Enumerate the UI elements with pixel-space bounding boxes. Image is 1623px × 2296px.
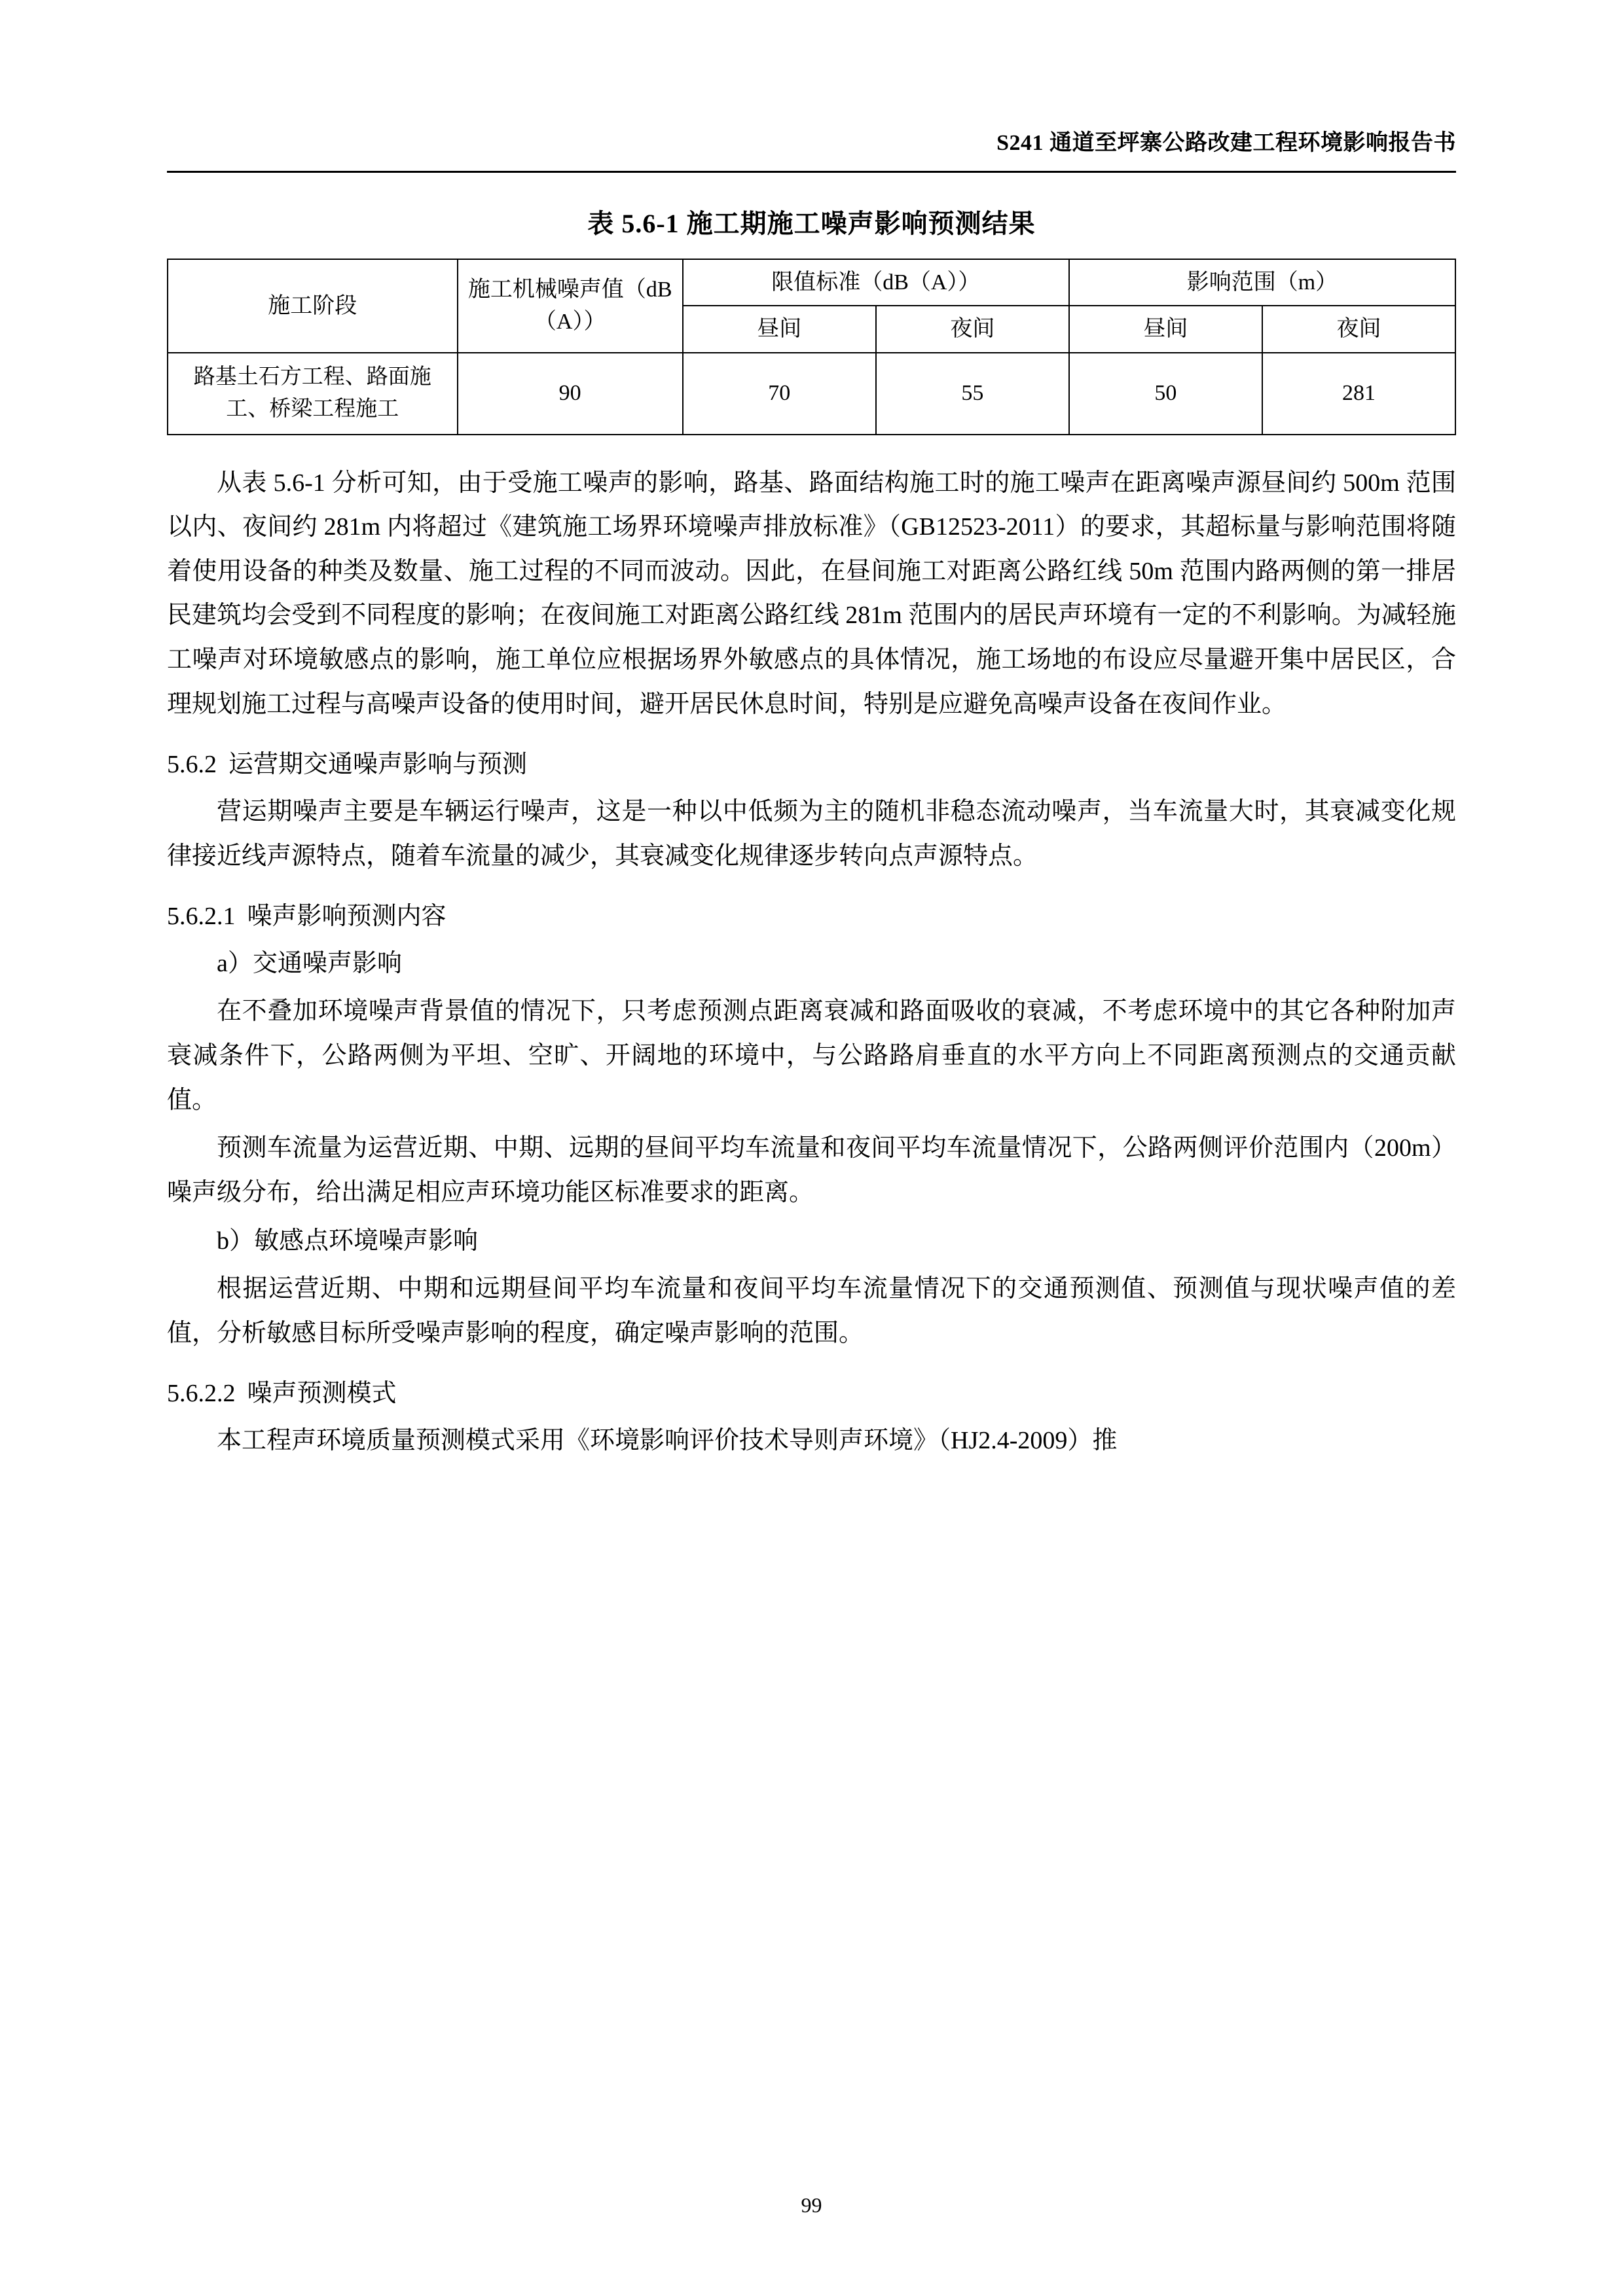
running-title: S241 通道至坪寨公路改建工程环境影响报告书 xyxy=(996,131,1456,155)
paragraph-sensitive-target-analysis: 根据运营近期、中期和远期昼间平均车流量和夜间平均车流量情况下的交通预测值、预测值与现状噪声值的差值，分析敏感目标所受噪声影响的程度，确定噪声影响的范围。 xyxy=(167,1275,1456,1347)
heading-text-5-6-2-1: 噪声影响预测内容 xyxy=(247,903,447,931)
th-limit-standard: 限值标准（dB（A）） xyxy=(683,259,1069,306)
cell-range-day: 50 xyxy=(1069,353,1262,435)
th-range-day: 昼间 xyxy=(1069,306,1262,352)
paragraph-attenuation: 在不叠加环境噪声背景值的情况下，只考虑预测点距离衰减和路面吸收的衰减，不考虑环境中的其它各种附加声衰减条件下，公路两侧为平坦、空旷、开阔地的环境中，与公路路肩垂直的水平方向上不同距离预测点的交通贡献值。 xyxy=(167,997,1456,1114)
th-impact-range: 影响范围（m） xyxy=(1069,259,1455,306)
th-limit-day: 昼间 xyxy=(683,306,876,352)
page-number: 99 xyxy=(801,2193,822,2217)
header-divider xyxy=(167,171,1456,173)
th-range-night: 夜间 xyxy=(1262,306,1455,352)
th-stage: 施工阶段 xyxy=(168,259,458,353)
table-caption: 表 5.6-1 施工期施工噪声影响预测结果 xyxy=(587,209,1036,238)
heading-number-5-6-2-1: 5.6.2.1 xyxy=(167,903,236,931)
heading-text-5-6-2: 运营期交通噪声影响与预测 xyxy=(228,751,528,779)
paragraph-operation-noise: 营运期噪声主要是车辆运行噪声，这是一种以中低频为主的随机非稳态流动噪声，当车流量大时，其衰减变化规律接近线声源特点，随着车流量的减少，其衰减变化规律逐步转向点声源特点。 xyxy=(167,797,1456,870)
cell-stage: 路基土石方工程、路面施工、桥梁工程施工 xyxy=(168,353,458,435)
heading-text-5-6-2-2: 噪声预测模式 xyxy=(247,1380,397,1408)
paragraph-traffic-volume: 预测车流量为运营近期、中期、远期的昼间平均车流量和夜间平均车流量情况下，公路两侧评价范围内（200m）噪声级分布，给出满足相应声环境功能区标准要求的距离。 xyxy=(167,1134,1456,1206)
list-item-a-traffic-noise: a）交通噪声影响 xyxy=(217,949,402,977)
heading-5-6-2-2 xyxy=(167,1372,1456,1415)
list-item-b-sensitive-points: b）敏感点环境噪声影响 xyxy=(217,1227,479,1255)
table-header-row xyxy=(168,259,1455,306)
th-machine-noise: 施工机械噪声值（dB（A）） xyxy=(458,259,683,353)
noise-prediction-table-wrapper xyxy=(167,259,1456,435)
cell-limit-day: 70 xyxy=(683,353,876,435)
heading-number-5-6-2: 5.6.2 xyxy=(167,751,217,779)
cell-machine-noise: 90 xyxy=(458,353,683,435)
cell-range-night: 281 xyxy=(1262,353,1455,435)
paragraph-construction-noise-analysis: 从表 5.6-1 分析可知，由于受施工噪声的影响，路基、路面结构施工时的施工噪声在距离噪声源昼间约 500m 范围以内、夜间约 281m 内将超过《建筑施工场界环境噪声排放标准》（GB12523-2011）的要求，其超标量与影响范围将随着使用设备的种类及数量、施工过程的不同而波动。因此，在昼间施工对距离公路红线 50m 范围内路两侧的第一排居民建筑均会受到不同程度的影响；在夜间施工对距离公路红线 281m 范围内的居民声环境有一定的不利影响。为减轻施工噪声对环境敏感点的影响，施工单位应根据场界外敏感点的具体情况，施工场地的布设应尽量避开集中居民区，合理规划施工过程与高噪声设备的使用时间，避开居民休息时间，特别是应避免高噪声设备在夜间作业。 xyxy=(167,469,1456,718)
noise-prediction-table xyxy=(167,259,1456,435)
heading-5-6-2-1 xyxy=(167,895,1456,938)
heading-number-5-6-2-2: 5.6.2.2 xyxy=(167,1380,236,1408)
th-limit-night: 夜间 xyxy=(876,306,1069,352)
cell-limit-night: 55 xyxy=(876,353,1069,435)
table-row xyxy=(168,353,1455,435)
heading-5-6-2 xyxy=(167,744,1456,786)
page-header xyxy=(167,124,1456,171)
paragraph-prediction-model: 本工程声环境质量预测模式采用《环境影响评价技术导则声环境》（HJ2.4-2009）推 xyxy=(217,1427,1118,1454)
